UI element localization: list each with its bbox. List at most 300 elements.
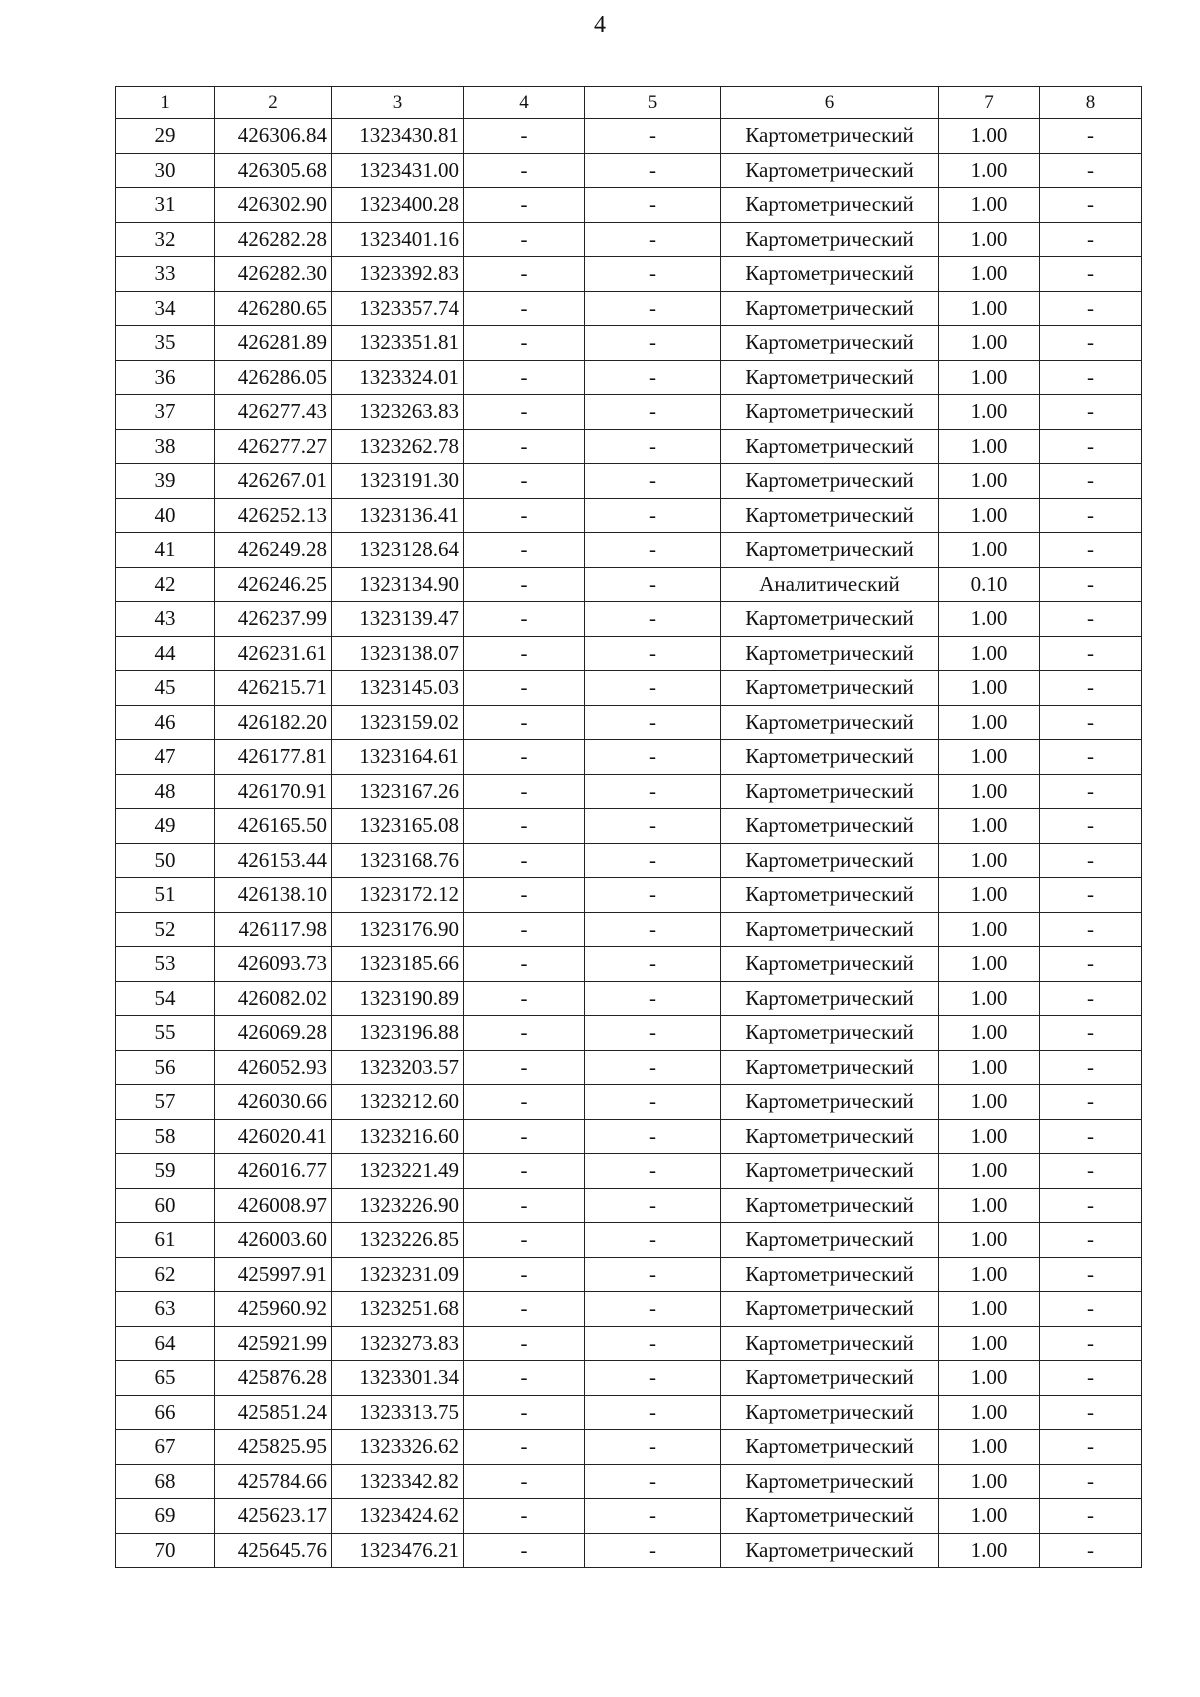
column-4-cell: -	[464, 360, 585, 395]
point-number-cell: 49	[116, 809, 215, 844]
column-5-cell: -	[585, 1050, 721, 1085]
column-5-cell: -	[585, 188, 721, 223]
column-header: 4	[464, 87, 585, 119]
column-5-cell: -	[585, 809, 721, 844]
column-8-cell: -	[1040, 1257, 1142, 1292]
column-8-cell: -	[1040, 947, 1142, 982]
column-4-cell: -	[464, 1016, 585, 1051]
table-row	[116, 153, 1142, 188]
column-8-cell: -	[1040, 533, 1142, 568]
x-coordinate-cell: 425623.17	[215, 1499, 332, 1534]
table-row	[116, 636, 1142, 671]
table-row	[116, 1050, 1142, 1085]
table-row	[116, 1119, 1142, 1154]
accuracy-cell: 1.00	[939, 671, 1040, 706]
method-cell: Картометрический	[721, 1085, 939, 1120]
column-4-cell: -	[464, 671, 585, 706]
column-8-cell: -	[1040, 602, 1142, 637]
table-row	[116, 1533, 1142, 1568]
y-coordinate-cell: 1323185.66	[332, 947, 464, 982]
x-coordinate-cell: 425876.28	[215, 1361, 332, 1396]
x-coordinate-cell: 426277.27	[215, 429, 332, 464]
method-cell: Картометрический	[721, 1533, 939, 1568]
accuracy-cell: 1.00	[939, 1154, 1040, 1189]
method-cell: Картометрический	[721, 1499, 939, 1534]
accuracy-cell: 1.00	[939, 360, 1040, 395]
method-cell: Картометрический	[721, 705, 939, 740]
table-row	[116, 774, 1142, 809]
point-number-cell: 54	[116, 981, 215, 1016]
column-4-cell: -	[464, 567, 585, 602]
header-row	[116, 87, 1142, 119]
x-coordinate-cell: 426165.50	[215, 809, 332, 844]
column-8-cell: -	[1040, 1050, 1142, 1085]
accuracy-cell: 1.00	[939, 1361, 1040, 1396]
accuracy-cell: 1.00	[939, 153, 1040, 188]
point-number-cell: 60	[116, 1188, 215, 1223]
x-coordinate-cell: 425921.99	[215, 1326, 332, 1361]
x-coordinate-cell: 426016.77	[215, 1154, 332, 1189]
column-4-cell: -	[464, 119, 585, 154]
method-cell: Картометрический	[721, 188, 939, 223]
column-8-cell: -	[1040, 636, 1142, 671]
column-8-cell: -	[1040, 153, 1142, 188]
column-header: 5	[585, 87, 721, 119]
column-5-cell: -	[585, 878, 721, 913]
column-8-cell: -	[1040, 291, 1142, 326]
method-cell: Картометрический	[721, 636, 939, 671]
column-4-cell: -	[464, 464, 585, 499]
y-coordinate-cell: 1323172.12	[332, 878, 464, 913]
column-header: 2	[215, 87, 332, 119]
table-row	[116, 602, 1142, 637]
accuracy-cell: 1.00	[939, 809, 1040, 844]
y-coordinate-cell: 1323138.07	[332, 636, 464, 671]
column-4-cell: -	[464, 878, 585, 913]
x-coordinate-cell: 425851.24	[215, 1395, 332, 1430]
column-8-cell: -	[1040, 257, 1142, 292]
accuracy-cell: 1.00	[939, 1223, 1040, 1258]
column-8-cell: -	[1040, 1533, 1142, 1568]
table-row	[116, 395, 1142, 430]
point-number-cell: 29	[116, 119, 215, 154]
method-cell: Картометрический	[721, 774, 939, 809]
y-coordinate-cell: 1323165.08	[332, 809, 464, 844]
method-cell: Картометрический	[721, 671, 939, 706]
x-coordinate-cell: 426277.43	[215, 395, 332, 430]
accuracy-cell: 1.00	[939, 843, 1040, 878]
column-4-cell: -	[464, 809, 585, 844]
column-8-cell: -	[1040, 360, 1142, 395]
column-8-cell: -	[1040, 1016, 1142, 1051]
table-row	[116, 671, 1142, 706]
x-coordinate-cell: 425960.92	[215, 1292, 332, 1327]
column-4-cell: -	[464, 257, 585, 292]
y-coordinate-cell: 1323134.90	[332, 567, 464, 602]
y-coordinate-cell: 1323301.34	[332, 1361, 464, 1396]
column-8-cell: -	[1040, 1361, 1142, 1396]
column-8-cell: -	[1040, 774, 1142, 809]
column-8-cell: -	[1040, 429, 1142, 464]
column-8-cell: -	[1040, 705, 1142, 740]
y-coordinate-cell: 1323136.41	[332, 498, 464, 533]
x-coordinate-cell: 426003.60	[215, 1223, 332, 1258]
column-5-cell: -	[585, 912, 721, 947]
table-row	[116, 1085, 1142, 1120]
method-cell: Картометрический	[721, 1464, 939, 1499]
y-coordinate-cell: 1323226.85	[332, 1223, 464, 1258]
point-number-cell: 41	[116, 533, 215, 568]
column-5-cell: -	[585, 705, 721, 740]
accuracy-cell: 1.00	[939, 636, 1040, 671]
column-4-cell: -	[464, 1533, 585, 1568]
point-number-cell: 46	[116, 705, 215, 740]
column-header: 7	[939, 87, 1040, 119]
table-row	[116, 809, 1142, 844]
y-coordinate-cell: 1323128.64	[332, 533, 464, 568]
accuracy-cell: 1.00	[939, 740, 1040, 775]
accuracy-cell: 1.00	[939, 1257, 1040, 1292]
accuracy-cell: 1.00	[939, 188, 1040, 223]
y-coordinate-cell: 1323324.01	[332, 360, 464, 395]
y-coordinate-cell: 1323203.57	[332, 1050, 464, 1085]
column-4-cell: -	[464, 1395, 585, 1430]
y-coordinate-cell: 1323226.90	[332, 1188, 464, 1223]
table-row	[116, 1464, 1142, 1499]
y-coordinate-cell: 1323221.49	[332, 1154, 464, 1189]
point-number-cell: 68	[116, 1464, 215, 1499]
x-coordinate-cell: 426138.10	[215, 878, 332, 913]
x-coordinate-cell: 426215.71	[215, 671, 332, 706]
y-coordinate-cell: 1323263.83	[332, 395, 464, 430]
accuracy-cell: 1.00	[939, 705, 1040, 740]
column-8-cell: -	[1040, 222, 1142, 257]
x-coordinate-cell: 426069.28	[215, 1016, 332, 1051]
column-4-cell: -	[464, 912, 585, 947]
column-4-cell: -	[464, 1154, 585, 1189]
x-coordinate-cell: 426231.61	[215, 636, 332, 671]
method-cell: Картометрический	[721, 1016, 939, 1051]
accuracy-cell: 1.00	[939, 1533, 1040, 1568]
method-cell: Картометрический	[721, 464, 939, 499]
y-coordinate-cell: 1323424.62	[332, 1499, 464, 1534]
column-4-cell: -	[464, 1050, 585, 1085]
accuracy-cell: 1.00	[939, 1016, 1040, 1051]
y-coordinate-cell: 1323401.16	[332, 222, 464, 257]
method-cell: Картометрический	[721, 326, 939, 361]
x-coordinate-cell: 426306.84	[215, 119, 332, 154]
column-8-cell: -	[1040, 912, 1142, 947]
column-5-cell: -	[585, 1257, 721, 1292]
column-5-cell: -	[585, 1223, 721, 1258]
column-4-cell: -	[464, 1361, 585, 1396]
accuracy-cell: 1.00	[939, 1050, 1040, 1085]
table-row	[116, 878, 1142, 913]
accuracy-cell: 1.00	[939, 1395, 1040, 1430]
x-coordinate-cell: 426153.44	[215, 843, 332, 878]
x-coordinate-cell: 426093.73	[215, 947, 332, 982]
point-number-cell: 44	[116, 636, 215, 671]
point-number-cell: 69	[116, 1499, 215, 1534]
x-coordinate-cell: 426280.65	[215, 291, 332, 326]
accuracy-cell: 1.00	[939, 947, 1040, 982]
table-row	[116, 1292, 1142, 1327]
point-number-cell: 36	[116, 360, 215, 395]
table-row	[116, 843, 1142, 878]
x-coordinate-cell: 425825.95	[215, 1430, 332, 1465]
table-row	[116, 360, 1142, 395]
x-coordinate-cell: 426267.01	[215, 464, 332, 499]
column-4-cell: -	[464, 429, 585, 464]
x-coordinate-cell: 426182.20	[215, 705, 332, 740]
column-5-cell: -	[585, 1188, 721, 1223]
column-5-cell: -	[585, 1154, 721, 1189]
x-coordinate-cell: 426082.02	[215, 981, 332, 1016]
accuracy-cell: 1.00	[939, 1326, 1040, 1361]
point-number-cell: 66	[116, 1395, 215, 1430]
column-5-cell: -	[585, 464, 721, 499]
x-coordinate-cell: 426020.41	[215, 1119, 332, 1154]
y-coordinate-cell: 1323191.30	[332, 464, 464, 499]
column-8-cell: -	[1040, 1326, 1142, 1361]
point-number-cell: 43	[116, 602, 215, 637]
x-coordinate-cell: 426237.99	[215, 602, 332, 637]
y-coordinate-cell: 1323196.88	[332, 1016, 464, 1051]
point-number-cell: 64	[116, 1326, 215, 1361]
table-row	[116, 326, 1142, 361]
column-4-cell: -	[464, 1464, 585, 1499]
table-row	[116, 1326, 1142, 1361]
point-number-cell: 56	[116, 1050, 215, 1085]
column-8-cell: -	[1040, 464, 1142, 499]
y-coordinate-cell: 1323251.68	[332, 1292, 464, 1327]
y-coordinate-cell: 1323168.76	[332, 843, 464, 878]
accuracy-cell: 1.00	[939, 912, 1040, 947]
column-5-cell: -	[585, 222, 721, 257]
accuracy-cell: 1.00	[939, 1119, 1040, 1154]
method-cell: Картометрический	[721, 809, 939, 844]
y-coordinate-cell: 1323216.60	[332, 1119, 464, 1154]
accuracy-cell: 1.00	[939, 395, 1040, 430]
x-coordinate-cell: 426052.93	[215, 1050, 332, 1085]
method-cell: Картометрический	[721, 1188, 939, 1223]
table-row	[116, 705, 1142, 740]
x-coordinate-cell: 426302.90	[215, 188, 332, 223]
column-4-cell: -	[464, 843, 585, 878]
method-cell: Картометрический	[721, 360, 939, 395]
table-row	[116, 1430, 1142, 1465]
accuracy-cell: 1.00	[939, 1188, 1040, 1223]
accuracy-cell: 1.00	[939, 1085, 1040, 1120]
column-8-cell: -	[1040, 567, 1142, 602]
method-cell: Картометрический	[721, 947, 939, 982]
point-number-cell: 70	[116, 1533, 215, 1568]
column-4-cell: -	[464, 222, 585, 257]
column-4-cell: -	[464, 1499, 585, 1534]
method-cell: Аналитический	[721, 567, 939, 602]
column-8-cell: -	[1040, 1119, 1142, 1154]
column-8-cell: -	[1040, 843, 1142, 878]
method-cell: Картометрический	[721, 1361, 939, 1396]
column-8-cell: -	[1040, 1188, 1142, 1223]
x-coordinate-cell: 425784.66	[215, 1464, 332, 1499]
column-5-cell: -	[585, 291, 721, 326]
table-row	[116, 1223, 1142, 1258]
table-row	[116, 981, 1142, 1016]
method-cell: Картометрический	[721, 395, 939, 430]
table-row	[116, 1154, 1142, 1189]
method-cell: Картометрический	[721, 1257, 939, 1292]
y-coordinate-cell: 1323231.09	[332, 1257, 464, 1292]
x-coordinate-cell: 426282.30	[215, 257, 332, 292]
point-number-cell: 30	[116, 153, 215, 188]
y-coordinate-cell: 1323262.78	[332, 429, 464, 464]
x-coordinate-cell: 425997.91	[215, 1257, 332, 1292]
column-5-cell: -	[585, 395, 721, 430]
column-5-cell: -	[585, 257, 721, 292]
x-coordinate-cell: 426249.28	[215, 533, 332, 568]
column-5-cell: -	[585, 1395, 721, 1430]
column-4-cell: -	[464, 1292, 585, 1327]
method-cell: Картометрический	[721, 1223, 939, 1258]
x-coordinate-cell: 426252.13	[215, 498, 332, 533]
x-coordinate-cell: 426246.25	[215, 567, 332, 602]
method-cell: Картометрический	[721, 429, 939, 464]
point-number-cell: 45	[116, 671, 215, 706]
column-8-cell: -	[1040, 1430, 1142, 1465]
point-number-cell: 50	[116, 843, 215, 878]
y-coordinate-cell: 1323167.26	[332, 774, 464, 809]
method-cell: Картометрический	[721, 878, 939, 913]
y-coordinate-cell: 1323190.89	[332, 981, 464, 1016]
y-coordinate-cell: 1323139.47	[332, 602, 464, 637]
column-8-cell: -	[1040, 1292, 1142, 1327]
x-coordinate-cell: 426170.91	[215, 774, 332, 809]
accuracy-cell: 1.00	[939, 533, 1040, 568]
column-5-cell: -	[585, 1085, 721, 1120]
point-number-cell: 47	[116, 740, 215, 775]
x-coordinate-cell: 425645.76	[215, 1533, 332, 1568]
method-cell: Картометрический	[721, 222, 939, 257]
method-cell: Картометрический	[721, 533, 939, 568]
y-coordinate-cell: 1323392.83	[332, 257, 464, 292]
table-row	[116, 1499, 1142, 1534]
column-4-cell: -	[464, 705, 585, 740]
table-row	[116, 1188, 1142, 1223]
column-5-cell: -	[585, 636, 721, 671]
column-4-cell: -	[464, 1326, 585, 1361]
column-5-cell: -	[585, 326, 721, 361]
point-number-cell: 48	[116, 774, 215, 809]
point-number-cell: 52	[116, 912, 215, 947]
column-5-cell: -	[585, 119, 721, 154]
method-cell: Картометрический	[721, 740, 939, 775]
method-cell: Картометрический	[721, 912, 939, 947]
column-4-cell: -	[464, 1430, 585, 1465]
coordinates-table	[115, 86, 1142, 1568]
column-header: 1	[116, 87, 215, 119]
point-number-cell: 53	[116, 947, 215, 982]
column-8-cell: -	[1040, 1499, 1142, 1534]
column-5-cell: -	[585, 360, 721, 395]
column-5-cell: -	[585, 1292, 721, 1327]
y-coordinate-cell: 1323342.82	[332, 1464, 464, 1499]
column-4-cell: -	[464, 1223, 585, 1258]
column-5-cell: -	[585, 1499, 721, 1534]
column-5-cell: -	[585, 1464, 721, 1499]
point-number-cell: 33	[116, 257, 215, 292]
accuracy-cell: 1.00	[939, 464, 1040, 499]
accuracy-cell: 1.00	[939, 291, 1040, 326]
column-8-cell: -	[1040, 498, 1142, 533]
column-8-cell: -	[1040, 1395, 1142, 1430]
column-5-cell: -	[585, 602, 721, 637]
y-coordinate-cell: 1323326.62	[332, 1430, 464, 1465]
column-4-cell: -	[464, 395, 585, 430]
accuracy-cell: 1.00	[939, 326, 1040, 361]
y-coordinate-cell: 1323176.90	[332, 912, 464, 947]
method-cell: Картометрический	[721, 498, 939, 533]
point-number-cell: 35	[116, 326, 215, 361]
table-row	[116, 1257, 1142, 1292]
column-5-cell: -	[585, 1119, 721, 1154]
point-number-cell: 59	[116, 1154, 215, 1189]
column-5-cell: -	[585, 1326, 721, 1361]
table-row	[116, 533, 1142, 568]
point-number-cell: 37	[116, 395, 215, 430]
x-coordinate-cell: 426282.28	[215, 222, 332, 257]
method-cell: Картометрический	[721, 1119, 939, 1154]
accuracy-cell: 1.00	[939, 498, 1040, 533]
column-8-cell: -	[1040, 119, 1142, 154]
column-8-cell: -	[1040, 981, 1142, 1016]
column-5-cell: -	[585, 1430, 721, 1465]
y-coordinate-cell: 1323357.74	[332, 291, 464, 326]
y-coordinate-cell: 1323400.28	[332, 188, 464, 223]
column-4-cell: -	[464, 153, 585, 188]
table-row	[116, 1016, 1142, 1051]
accuracy-cell: 1.00	[939, 1499, 1040, 1534]
method-cell: Картометрический	[721, 153, 939, 188]
accuracy-cell: 0.10	[939, 567, 1040, 602]
x-coordinate-cell: 426286.05	[215, 360, 332, 395]
y-coordinate-cell: 1323159.02	[332, 705, 464, 740]
accuracy-cell: 1.00	[939, 1464, 1040, 1499]
x-coordinate-cell: 426008.97	[215, 1188, 332, 1223]
point-number-cell: 40	[116, 498, 215, 533]
column-5-cell: -	[585, 429, 721, 464]
column-4-cell: -	[464, 1085, 585, 1120]
y-coordinate-cell: 1323212.60	[332, 1085, 464, 1120]
column-5-cell: -	[585, 533, 721, 568]
column-5-cell: -	[585, 740, 721, 775]
point-number-cell: 58	[116, 1119, 215, 1154]
method-cell: Картометрический	[721, 119, 939, 154]
column-4-cell: -	[464, 1119, 585, 1154]
table-row	[116, 257, 1142, 292]
method-cell: Картометрический	[721, 602, 939, 637]
point-number-cell: 34	[116, 291, 215, 326]
table-row	[116, 567, 1142, 602]
column-5-cell: -	[585, 981, 721, 1016]
column-4-cell: -	[464, 602, 585, 637]
column-4-cell: -	[464, 947, 585, 982]
method-cell: Картометрический	[721, 257, 939, 292]
method-cell: Картометрический	[721, 843, 939, 878]
column-5-cell: -	[585, 947, 721, 982]
accuracy-cell: 1.00	[939, 222, 1040, 257]
y-coordinate-cell: 1323313.75	[332, 1395, 464, 1430]
